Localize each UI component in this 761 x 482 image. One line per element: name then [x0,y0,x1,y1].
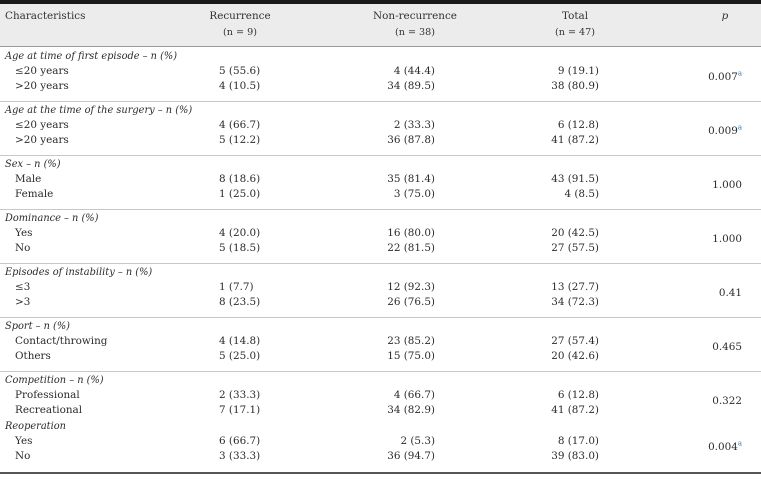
cell-total: 27 (57.4) [551,335,599,347]
cell-total: 6 (12.8) [557,119,599,131]
cell-nonrecurrence: 2 (5.3) [400,435,435,447]
cell-recurrence: 1 (7.7) [219,281,254,293]
p-value-text: 0.41 [718,287,742,299]
cell-total: 41 (87.2) [551,134,599,146]
row-label: >20 years [15,80,69,92]
cell-total: 34 (72.3) [551,296,599,308]
group-divider [0,317,761,318]
cell-nonrecurrence: 12 (92.3) [387,281,435,293]
row-label: >3 [15,296,31,308]
p-value [660,125,742,138]
cell-total: 41 (87.2) [551,404,599,416]
cell-recurrence: 4 (66.7) [219,119,261,131]
header-characteristics: Characteristics [5,10,86,22]
header-nonrecurrence-n: (n = 38) [394,27,435,38]
header-total-n: (n = 47) [554,27,595,38]
cell-total: 20 (42.5) [551,227,599,239]
cell-total: 8 (17.0) [557,435,599,447]
cell-recurrence: 5 (18.5) [219,242,261,254]
p-value [660,179,742,192]
cell-recurrence: 4 (20.0) [219,227,261,239]
cell-total: 4 (8.5) [564,188,599,200]
row-label: Yes [15,227,33,239]
p-value-text: 0.007 [708,71,738,83]
cell-nonrecurrence: 26 (76.5) [387,296,435,308]
cell-recurrence: 5 (55.6) [219,65,261,77]
cell-recurrence: 8 (18.6) [219,173,261,185]
row-label: Contact/throwing [15,335,108,347]
p-value-text: 0.009 [708,125,738,137]
cell-total: 43 (91.5) [551,173,599,185]
cell-nonrecurrence: 36 (94.7) [387,450,435,462]
group-divider [0,371,761,372]
cell-nonrecurrence: 23 (85.2) [387,335,435,347]
group-title: Reoperation [5,421,66,432]
cell-nonrecurrence: 3 (75.0) [393,188,435,200]
group-title: Sport – n (%) [5,321,71,332]
p-value-text: 0.465 [712,341,742,353]
group-divider [0,155,761,156]
cell-recurrence: 2 (33.3) [219,389,261,401]
row-label: Female [15,188,54,200]
header-p: p [721,10,729,22]
p-value [660,287,742,300]
p-value [660,441,742,454]
row-label: ≤20 years [15,65,69,77]
group-title: Dominance – n (%) [5,213,99,224]
cell-nonrecurrence: 22 (81.5) [387,242,435,254]
p-value [660,233,742,246]
cell-nonrecurrence: 2 (33.3) [393,119,435,131]
cell-total: 13 (27.7) [551,281,599,293]
header-recurrence-n: (n = 9) [223,27,257,38]
cell-total: 6 (12.8) [557,389,599,401]
group-divider [0,263,761,264]
cell-recurrence: 5 (25.0) [219,350,261,362]
cell-nonrecurrence: 15 (75.0) [387,350,435,362]
group-title: Age at time of first episode – n (%) [5,51,178,62]
cell-recurrence: 6 (66.7) [219,435,261,447]
row-label: ≤3 [15,281,31,293]
header-rule [0,46,761,47]
cell-total: 39 (83.0) [551,450,599,462]
cell-nonrecurrence: 34 (89.5) [387,80,435,92]
header-recurrence: Recurrence [209,10,271,22]
row-label: No [15,450,31,462]
cell-nonrecurrence: 16 (80.0) [387,227,435,239]
table-header [0,4,761,46]
p-value-footnote-mark: a [737,439,742,448]
cell-recurrence: 1 (25.0) [219,188,261,200]
row-label: Professional [15,389,80,401]
p-value-footnote-mark: a [737,69,742,78]
group-title: Sex – n (%) [5,159,61,170]
cell-nonrecurrence: 4 (44.4) [393,65,435,77]
cell-recurrence: 3 (33.3) [219,450,261,462]
row-label: >20 years [15,134,69,146]
table-bottom-rule [0,472,761,474]
p-value [660,341,742,354]
header-total: Total [561,10,589,22]
p-value-text: 1.000 [712,179,742,191]
header-nonrecurrence: Non-recurrence [373,10,457,22]
row-label: Male [15,173,42,185]
cell-recurrence: 7 (17.1) [219,404,261,416]
row-label: Recreational [15,404,83,416]
cell-recurrence: 8 (23.5) [219,296,261,308]
group-title: Episodes of instability – n (%) [5,267,153,278]
cell-recurrence: 4 (14.8) [219,335,261,347]
cell-total: 20 (42.6) [551,350,599,362]
group-title: Competition – n (%) [5,375,104,386]
group-title: Age at the time of the surgery – n (%) [5,105,193,116]
p-value-text: 0.004 [708,441,738,453]
cell-nonrecurrence: 34 (82.9) [387,404,435,416]
cell-total: 27 (57.5) [551,242,599,254]
cell-nonrecurrence: 35 (81.4) [387,173,435,185]
cell-recurrence: 4 (10.5) [219,80,261,92]
cell-nonrecurrence: 36 (87.8) [387,134,435,146]
p-value-text: 1.000 [712,233,742,245]
p-value [660,71,742,84]
cell-total: 38 (80.9) [551,80,599,92]
cell-total: 9 (19.1) [557,65,599,77]
row-label: ≤20 years [15,119,69,131]
group-divider [0,101,761,102]
p-value [660,395,742,408]
cell-nonrecurrence: 4 (66.7) [393,389,435,401]
row-label: Others [15,350,51,362]
row-label: No [15,242,31,254]
row-label: Yes [15,435,33,447]
p-value-footnote-mark: a [737,123,742,132]
p-value-text: 0.322 [712,395,742,407]
group-divider [0,209,761,210]
cell-recurrence: 5 (12.2) [219,134,261,146]
